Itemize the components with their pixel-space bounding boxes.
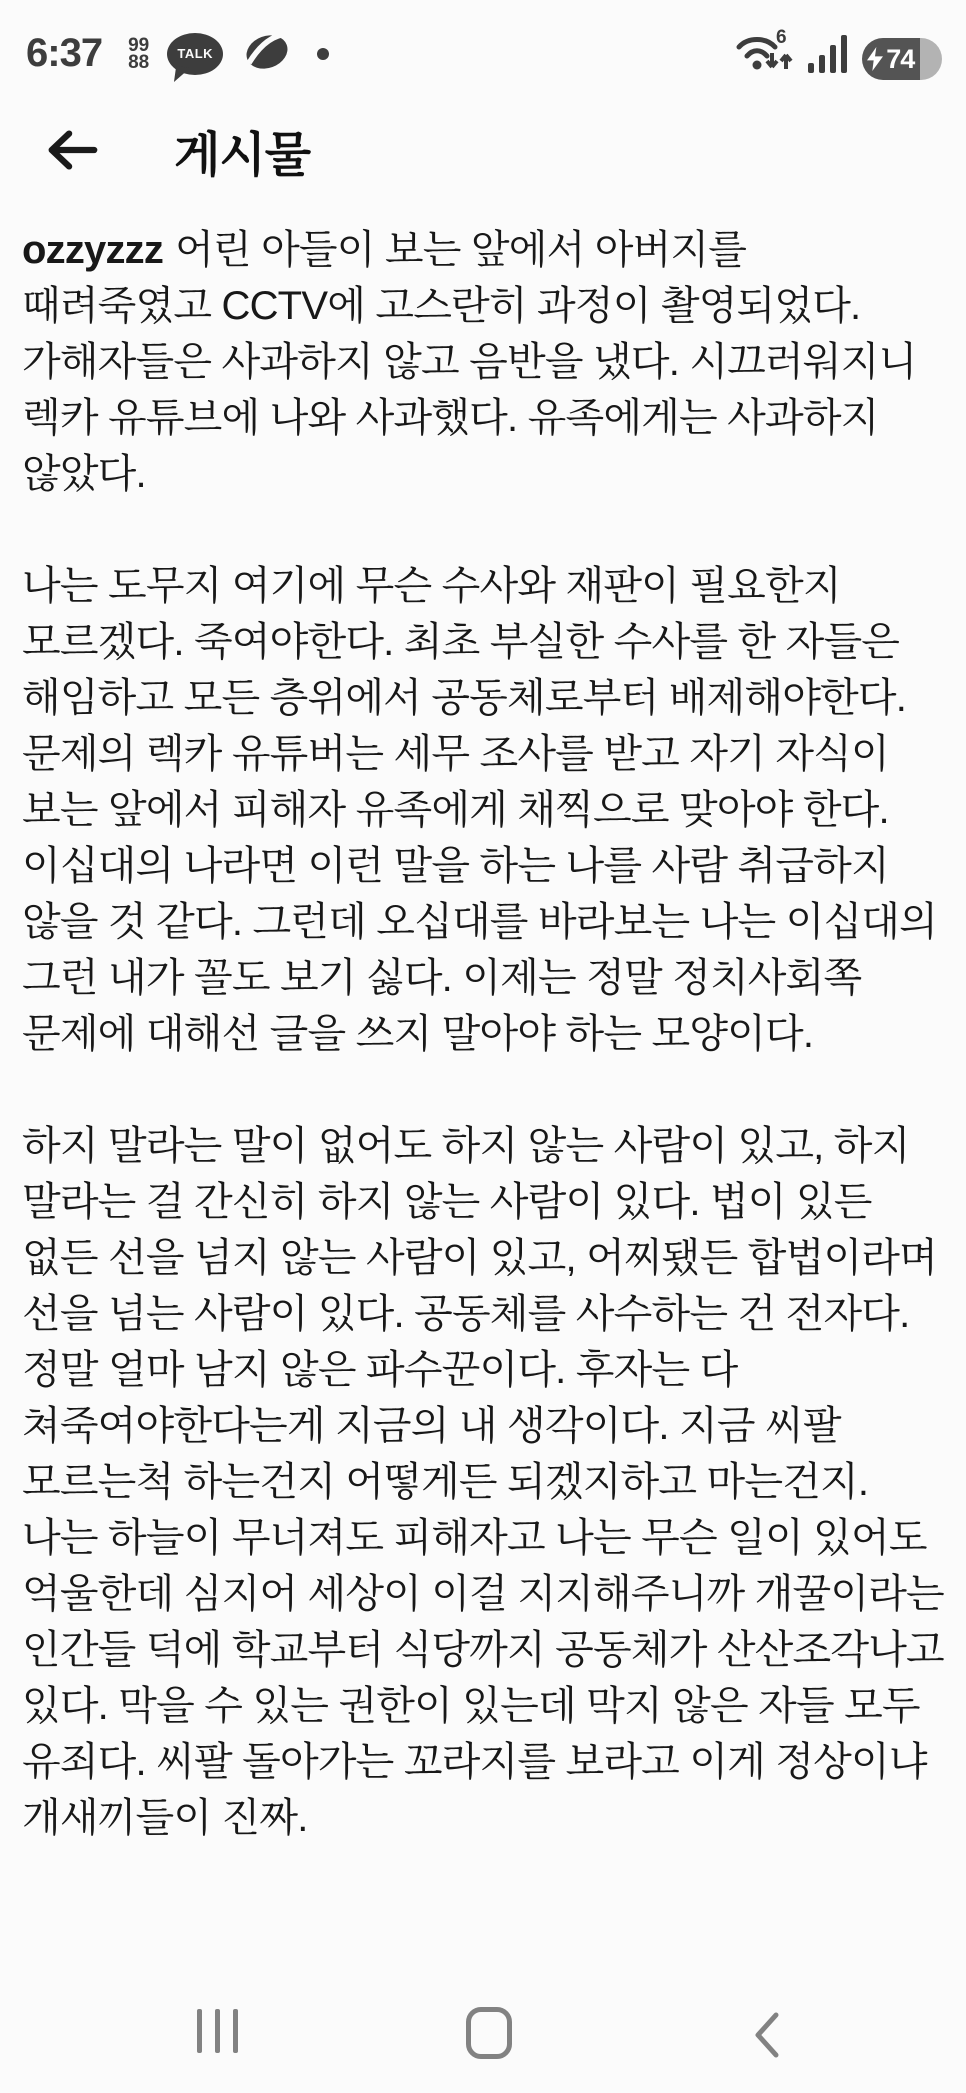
nav-back-button[interactable] — [752, 2011, 780, 2064]
post-text: 어린 아들이 보는 앞에서 아버지를 때려죽였고 CCTV에 고스란히 과정이 촬영되었다. 가해자들은 사과하지 않고 음반을 냈다. 시끄러워지니 렉카 유튜브에 나와 사과했다. 유족에게는 사과하지 않았다. — [22, 228, 917, 496]
leaf-icon — [241, 27, 293, 80]
home-button[interactable] — [466, 2007, 512, 2059]
back-button[interactable] — [44, 127, 100, 173]
post-paragraph — [22, 222, 944, 502]
status-bar-right — [734, 27, 942, 80]
status-bar — [0, 0, 966, 92]
post-paragraph — [22, 1118, 944, 1846]
navigation-bar — [0, 1981, 966, 2093]
post-text: 하지 말라는 말이 없어도 하지 않는 사람이 있고, 하지 말라는 걸 간신히 하지 않는 사람이 있다. 법이 있든 없든 선을 넘지 않는 사람이 있고, 어찌됐든 합법이라며 선을 넘는 사람이 있다. 공동체를 사수하는 건 전자다. 정말 얼마 남지 않은 파수꾼이다. 후자는 다 쳐죽여야한다는게 지금의 내 생각이다. 지금 씨팔 모르는척 하는건지 어떻게든 되겠지하고 마는건지. 나는 하늘이 무너져도 피해자고 나는 무슨 일이 있어도 억울한데 심지어 세상이 이걸 지지해주니까 개꿀이라는 인간들 덕에 학교부터 식당까지 공동체가 산산조각나고 있다. 막을 수 있는 권한이 있는데 막지 않은 자들 모두 유죄다. 씨팔 돌아가는 꼬라지를 보라고 이게 정상이냐 개새끼들이 진짜. — [22, 1124, 944, 1840]
post-text: 나는 도무지 여기에 무슨 수사와 재판이 필요한지 모르겠다. 죽여야한다. 최초 부실한 수사를 한 자들은 해임하고 모든 층위에서 공동체로부터 배제해야한다. 문제의 렉카 유튜버는 세무 조사를 받고 자기 자식이 보는 앞에서 피해자 유족에게 채찍으로 맞아야 한다. 이십대의 나라면 이런 말을 하는 나를 사람 취급하지 않을 것 같다. 그런데 오십대를 바라보는 나는 이십대의 그런 내가 꼴도 보기 싫다. 이제는 정말 정치사회쪽 문제에 대해선 글을 쓰지 말아야 하는 모양이다. — [22, 564, 937, 1056]
post-body — [0, 222, 966, 1846]
battery-charging-icon — [862, 38, 942, 80]
signal-strength-icon — [808, 31, 850, 80]
charging-bolt-icon — [867, 47, 883, 71]
more-notifications-dot-icon — [317, 48, 329, 60]
battery-level-fill — [862, 38, 920, 80]
username[interactable]: ozzyzzz — [22, 228, 164, 272]
post-paragraph — [22, 558, 944, 1062]
battery-percent-label: 74 — [886, 43, 915, 74]
svg-text:6: 6 — [776, 27, 787, 48]
status-bar-left — [26, 27, 329, 80]
clock: 6:37 — [26, 31, 103, 75]
recents-button[interactable] — [197, 2009, 238, 2053]
badge-top-number: 99 — [128, 34, 150, 56]
page-title: 게시물 — [174, 128, 311, 182]
notification-count-badge-icon — [128, 34, 150, 73]
wifi6-icon — [734, 27, 796, 80]
back-chevron-icon — [752, 2011, 780, 2059]
kakaotalk-icon — [167, 33, 223, 75]
recents-icon — [197, 2009, 202, 2053]
kakaotalk-label: TALK — [177, 46, 214, 61]
badge-bottom-number: 88 — [128, 51, 150, 73]
back-arrow-icon — [44, 127, 100, 173]
battery-empty-segment — [920, 38, 942, 80]
